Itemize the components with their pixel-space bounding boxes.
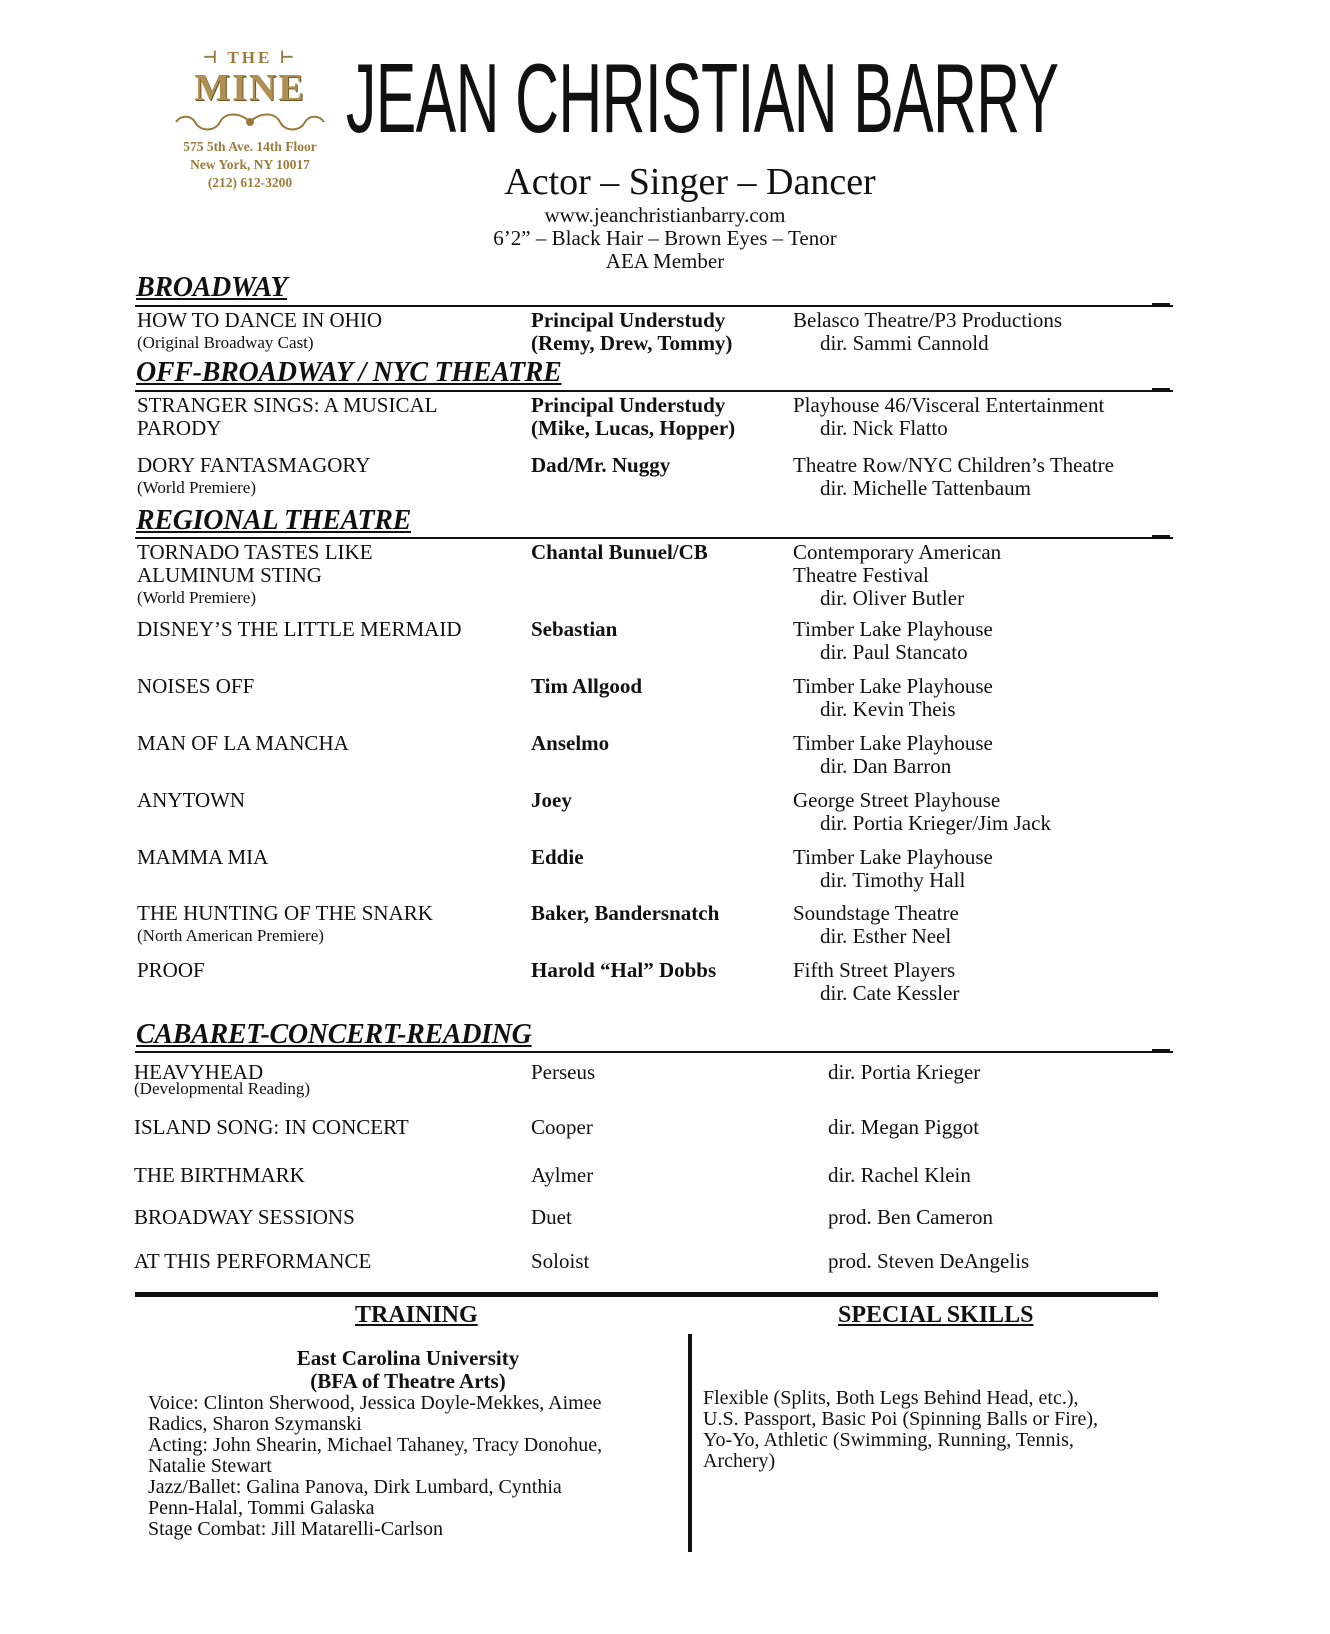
section-rule (135, 305, 1173, 307)
credit-director: dir. Sammi Cannold (820, 331, 989, 355)
section-heading-offbroadway: OFF-BROADWAY / NYC THEATRE (136, 357, 562, 388)
training-line: Voice: Clinton Sherwood, Jessica Doyle-Mekkes, Aimee (148, 1392, 602, 1414)
credit-role-detail: (Remy, Drew, Tommy) (531, 331, 733, 355)
training-line: Acting: John Shearin, Michael Tahaney, Tracy Donohue, (148, 1434, 603, 1456)
credit-director: dir. Timothy Hall (820, 868, 966, 892)
training-line: Natalie Stewart (148, 1455, 272, 1477)
credit-role: Eddie (531, 845, 584, 869)
credit-venue-cont: Theatre Festival (793, 563, 929, 587)
credit-role: Principal Understudy (531, 393, 726, 417)
skills-line: U.S. Passport, Basic Poi (Spinning Balls or Fire), (703, 1408, 1099, 1430)
credit-note: (World Premiere) (137, 588, 256, 607)
credit-director: dir. Kevin Theis (820, 697, 956, 721)
section-rule (135, 537, 1173, 539)
cabaret-title: AT THIS PERFORMANCE (134, 1249, 372, 1273)
credit-title: TORNADO TASTES LIKE (137, 540, 373, 564)
skills-line: Flexible (Splits, Both Legs Behind Head, etc.), (703, 1387, 1079, 1409)
section-heading-regional: REGIONAL THEATRE (136, 505, 411, 536)
actor-name: JEAN CHRISTIAN BARRY (346, 43, 1059, 153)
credit-role: Dad/Mr. Nuggy (531, 453, 671, 477)
section-rule (135, 1051, 1173, 1053)
section-heading-broadway: BROADWAY (136, 272, 288, 303)
agency-name-main: MINE (194, 67, 306, 109)
cabaret-credit: dir. Portia Krieger (828, 1060, 981, 1084)
tagline: Actor – Singer – Dancer (504, 161, 876, 203)
training-line: Stage Combat: Jill Matarelli-Carlson (148, 1518, 443, 1540)
cabaret-role: Perseus (531, 1060, 596, 1084)
agency-address-1: 575 5th Ave. 14th Floor (183, 139, 317, 154)
section-rule-tick (1152, 303, 1170, 305)
skills-line: Yo-Yo, Athletic (Swimming, Running, Tennis, (703, 1429, 1074, 1451)
credit-note: (World Premiere) (137, 478, 256, 497)
credit-title: PROOF (137, 958, 205, 982)
cabaret-note: (Developmental Reading) (134, 1079, 311, 1098)
section-rule (135, 390, 1173, 392)
cabaret-title: BROADWAY SESSIONS (134, 1205, 355, 1229)
credit-venue: Soundstage Theatre (793, 901, 959, 925)
credit-title-cont: PARODY (137, 416, 222, 440)
section-rule-tick (1152, 535, 1170, 537)
credit-role: Chantal Bunuel/CB (531, 540, 708, 564)
credit-title: NOISES OFF (137, 674, 255, 698)
credit-title: ANYTOWN (137, 788, 246, 812)
credit-title: DORY FANTASMAGORY (137, 453, 371, 477)
credit-role-detail: (Mike, Lucas, Hopper) (531, 416, 736, 440)
column-divider (688, 1334, 692, 1552)
credit-venue: Fifth Street Players (793, 958, 956, 982)
credit-director: dir. Michelle Tattenbaum (820, 476, 1032, 500)
credit-role: Principal Understudy (531, 308, 726, 332)
section-rule-tick (1152, 1049, 1170, 1051)
agency-phone: (212) 612-3200 (207, 175, 293, 190)
credit-venue: Theatre Row/NYC Children’s Theatre (793, 453, 1114, 477)
credit-director: dir. Dan Barron (820, 754, 952, 778)
cabaret-credit: prod. Ben Cameron (828, 1205, 994, 1229)
credit-director: dir. Portia Krieger/Jim Jack (820, 811, 1051, 835)
credit-title: STRANGER SINGS: A MUSICAL (137, 393, 438, 417)
credit-director: dir. Nick Flatto (820, 416, 948, 440)
credit-role: Baker, Bandersnatch (531, 901, 720, 925)
agency-name-top: ⊣ THE ⊢ (202, 48, 298, 67)
training-degree: (BFA of Theatre Arts) (310, 1369, 506, 1393)
section-heading-cabaret: CABARET-CONCERT-READING (136, 1019, 532, 1050)
agency-address-2: New York, NY 10017 (190, 157, 310, 172)
credit-venue: Timber Lake Playhouse (793, 674, 993, 698)
credit-venue: Playhouse 46/Visceral Entertainment (793, 393, 1105, 417)
cabaret-title: THE BIRTHMARK (134, 1163, 305, 1187)
training-heading: TRAINING (355, 1302, 478, 1328)
credit-title: MAN OF LA MANCHA (137, 731, 349, 755)
cabaret-role: Duet (531, 1205, 572, 1229)
credit-role: Sebastian (531, 617, 618, 641)
credit-venue: Timber Lake Playhouse (793, 617, 993, 641)
cabaret-title: HEAVYHEAD (134, 1060, 264, 1084)
website: www.jeanchristianbarry.com (544, 203, 786, 227)
credit-role: Harold “Hal” Dobbs (531, 958, 717, 982)
cabaret-credit: dir. Rachel Klein (828, 1163, 971, 1187)
credit-venue: Timber Lake Playhouse (793, 731, 993, 755)
credit-director: dir. Paul Stancato (820, 640, 968, 664)
training-line: Jazz/Ballet: Galina Panova, Dirk Lumbard, Cynthia (148, 1476, 562, 1498)
credit-director: dir. Esther Neel (820, 924, 952, 948)
skills-heading: SPECIAL SKILLS (838, 1302, 1034, 1328)
credit-venue: Contemporary American (793, 540, 1002, 564)
credit-note: (Original Broadway Cast) (137, 333, 314, 352)
credit-role: Joey (531, 788, 572, 812)
credit-title: THE HUNTING OF THE SNARK (137, 901, 433, 925)
flourish-ornament-icon (170, 110, 330, 134)
physical-stats: 6’2” – Black Hair – Brown Eyes – Tenor (493, 226, 837, 250)
credit-note: (North American Premiere) (137, 926, 324, 945)
cabaret-credit: prod. Steven DeAngelis (828, 1249, 1030, 1273)
cabaret-role: Cooper (531, 1115, 593, 1139)
credit-director: dir. Cate Kessler (820, 981, 960, 1005)
credit-role: Tim Allgood (531, 674, 643, 698)
credit-venue: Timber Lake Playhouse (793, 845, 993, 869)
training-school: East Carolina University (296, 1346, 520, 1370)
cabaret-role: Soloist (531, 1249, 590, 1273)
credit-role: Anselmo (531, 731, 610, 755)
cabaret-role: Aylmer (531, 1163, 594, 1187)
union-membership: AEA Member (605, 249, 725, 273)
credit-director: dir. Oliver Butler (820, 586, 965, 610)
credit-title: MAMMA MIA (137, 845, 269, 869)
cabaret-title: ISLAND SONG: IN CONCERT (134, 1115, 409, 1139)
credit-title: HOW TO DANCE IN OHIO (137, 308, 382, 332)
training-line: Penn-Halal, Tommi Galaska (148, 1497, 375, 1519)
credit-title-cont: ALUMINUM STING (137, 563, 322, 587)
training-block (148, 1347, 668, 1540)
section-rule-tick (1152, 388, 1170, 390)
skills-line: Archery) (703, 1450, 776, 1472)
credit-title: DISNEY’S THE LITTLE MERMAID (137, 617, 462, 641)
cabaret-credit: dir. Megan Piggot (828, 1115, 980, 1139)
credit-venue: Belasco Theatre/P3 Productions (793, 308, 1063, 332)
skills-block (703, 1388, 1143, 1472)
divider-thick (135, 1292, 1158, 1297)
training-line: Radics, Sharon Szymanski (148, 1413, 362, 1435)
credit-venue: George Street Playhouse (793, 788, 1001, 812)
